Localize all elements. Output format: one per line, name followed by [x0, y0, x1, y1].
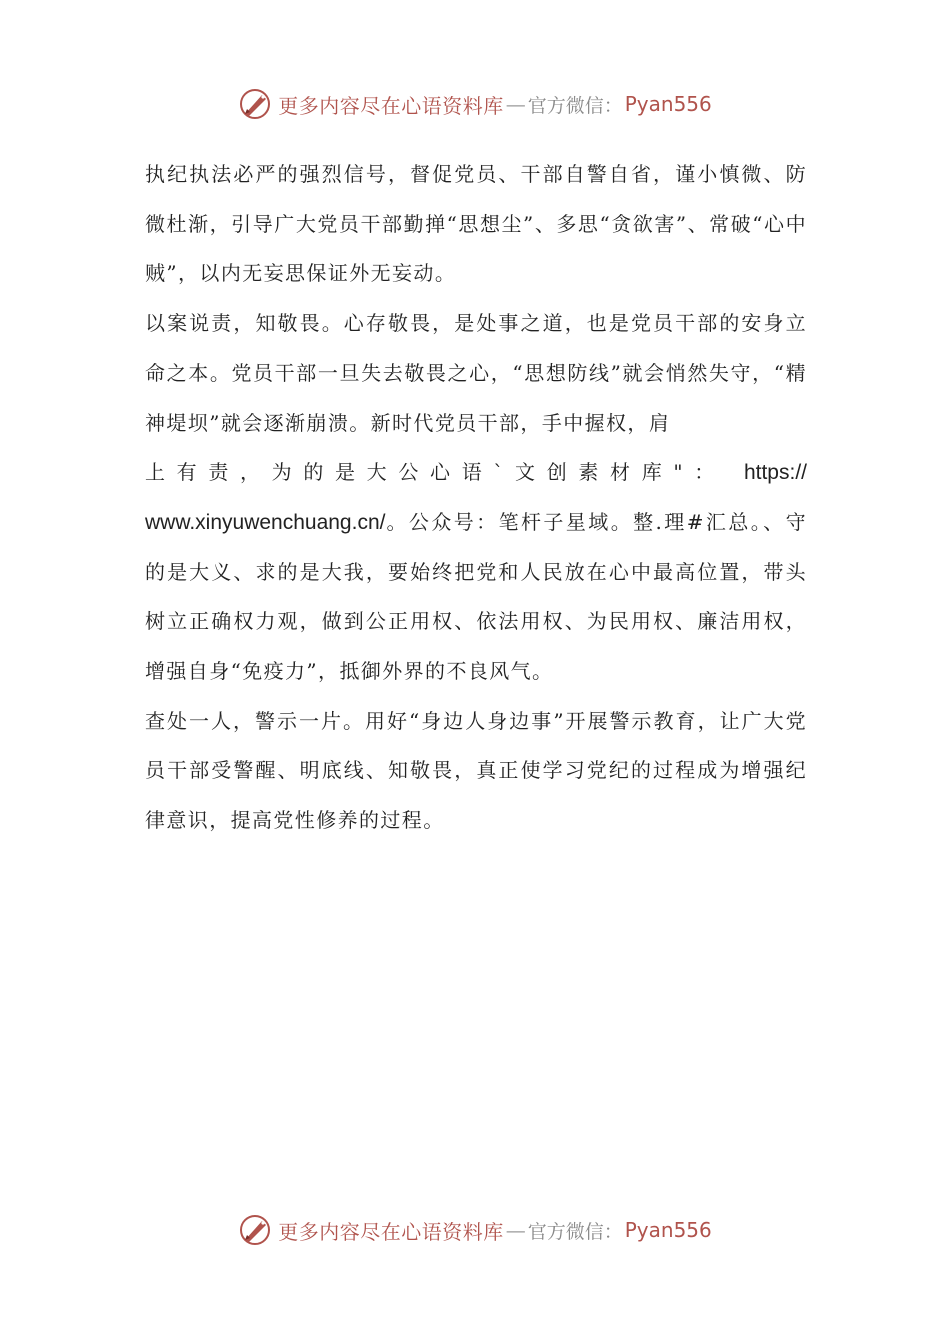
pen-logo-icon — [238, 87, 272, 121]
paragraph-1: 执纪执法必严的强烈信号，督促党员、干部自警自省，谨小慎微、防微杜渐，引导广大党员干部勤掸“思想尘”、多思“贪欲害”、常破“心中贼”，以内无妄思保证外无妄动。 — [145, 162, 807, 286]
pen-logo-icon — [238, 1213, 272, 1247]
header-wechat-id: Pyan556 — [624, 92, 712, 116]
header-banner — [0, 84, 950, 124]
header-dash: — — [505, 92, 526, 116]
document-body — [145, 150, 807, 846]
url-domain: www.xinyuwenchuang.cn/ — [145, 510, 386, 534]
footer-banner — [0, 1210, 950, 1250]
paragraph-3: 查处一人，警示一片。用好“身边人身边事”开展警示教育，让广大党员干部受警醒、明底线、知敬畏，真正使学习党纪的过程成为增强纪律意识，提高党性修养的过程。 — [145, 708, 807, 833]
header-wechat-label: 官方微信： — [527, 94, 623, 117]
footer-dash: — — [505, 1218, 526, 1242]
paragraph-2-url-line — [145, 448, 807, 498]
paragraph-2-part-c: 。公众号：笔杆子星域。整.理#汇总。、守的是大义、求的是大我，要始终把党和人民放在心中最高位置，带头树立正确权力观，做到公正用权、依法用权、为民用权、廉洁用权，增强自身“免疫力”，抵御外界的不良风气。 — [145, 509, 807, 684]
footer-wechat-id: Pyan556 — [624, 1218, 712, 1242]
header-slogan: 更多内容尽在心语资料库 — [278, 93, 504, 118]
footer-wechat-label: 官方微信： — [527, 1220, 623, 1243]
paragraph-2-part-b: 上有责，为的是大公心语`文创素材库"： — [145, 460, 726, 485]
url-prefix: https:// — [743, 461, 807, 485]
footer-slogan: 更多内容尽在心语资料库 — [278, 1219, 504, 1244]
paragraph-2-part-a: 以案说责，知敬畏。心存敬畏，是处事之道，也是党员干部的安身立命之本。党员干部一旦失去敬畏之心，“思想防线”就会悄然失守，“精神堤坝”就会逐渐崩溃。新时代党员干部，手中握权，肩 — [145, 311, 807, 435]
paragraph-2 — [145, 299, 807, 697]
